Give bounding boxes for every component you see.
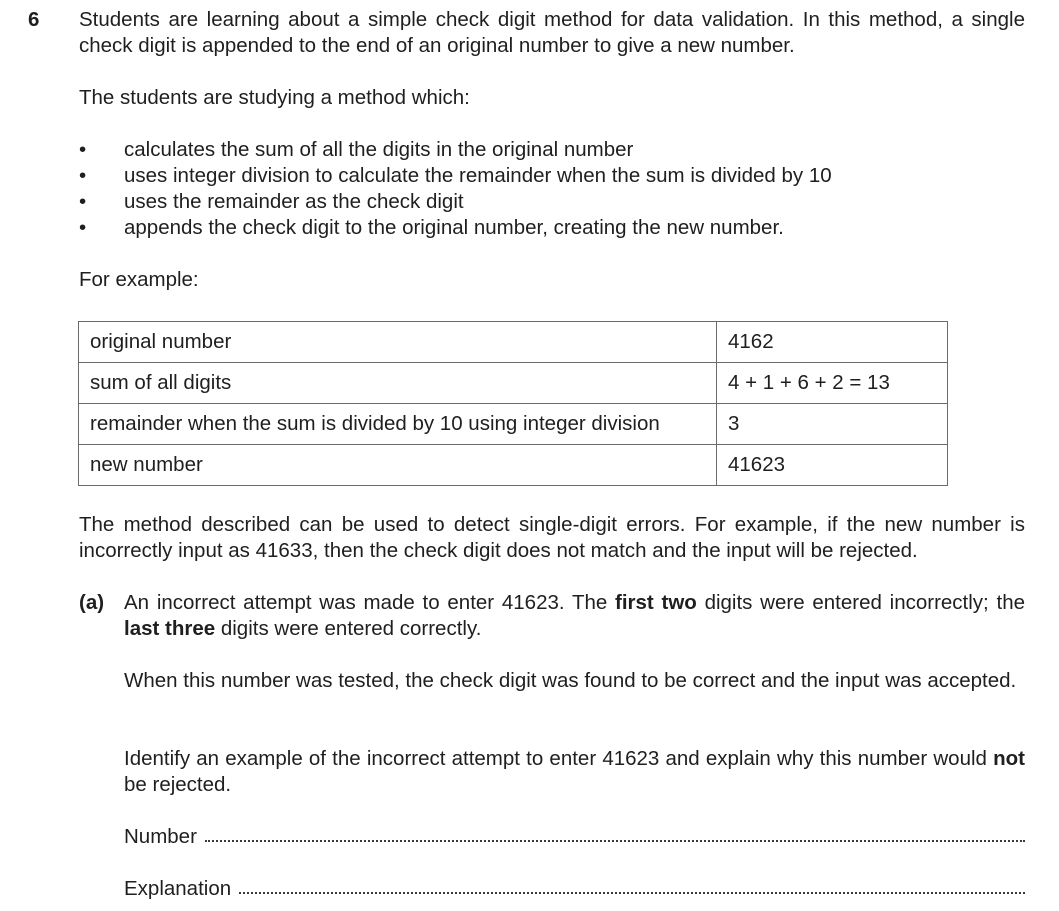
table-row [79, 322, 948, 363]
question-intro: Students are learning about a simple check digit method for data validation. In this method, a single check digit is appended to the end of an original number to give a new number. [79, 8, 1025, 57]
question-number: 6 [28, 8, 40, 31]
row-value: 41623 [717, 445, 948, 486]
list-item: • appends the check digit to the original number, creating the new number. [79, 216, 784, 239]
explanation-answer-row [124, 876, 1025, 902]
list-item: • uses integer division to calculate the remainder when the sum is divided by 10 [79, 164, 832, 187]
part-a-text: An incorrect attempt was made to enter 41623. The first two digits were entered incorrectly; the last three digits were entered correctly. [124, 591, 1025, 640]
identify-instruction: Identify an example of the incorrect attempt to enter 41623 and explain why this number would not be rejected. [124, 747, 1025, 796]
table-row [79, 404, 948, 445]
row-label: sum of all digits [79, 363, 717, 404]
number-answer-row [124, 824, 1025, 850]
number-answer-field[interactable] [205, 826, 1025, 842]
row-label: remainder when the sum is divided by 10 using integer division [79, 404, 717, 445]
for-example-label: For example: [79, 268, 199, 291]
row-value: 4 + 1 + 6 + 2 = 13 [717, 363, 948, 404]
list-item: • uses the remainder as the check digit [79, 190, 464, 213]
part-a-label: (a) [79, 591, 105, 614]
row-value: 4162 [717, 322, 948, 363]
explanation-label: Explanation [124, 877, 232, 900]
bullet-icon: • [79, 138, 87, 161]
list-item: • calculates the sum of all the digits in the original number [79, 138, 634, 161]
row-label: new number [79, 445, 717, 486]
method-steps-list [79, 137, 1025, 241]
table-row [79, 445, 948, 486]
emphasis-first-two: first two [615, 591, 697, 614]
example-table [78, 321, 948, 486]
table-row [79, 363, 948, 404]
studying-text: The students are studying a method which: [79, 86, 470, 109]
bullet-icon: • [79, 216, 87, 239]
bullet-icon: • [79, 190, 87, 213]
emphasis-not: not [993, 747, 1025, 770]
row-label: original number [79, 322, 717, 363]
bullet-icon: • [79, 164, 87, 187]
tested-text: When this number was tested, the check digit was found to be correct and the input was accepted. [124, 669, 1017, 692]
explanation-answer-field[interactable] [239, 878, 1025, 894]
row-value: 3 [717, 404, 948, 445]
number-label: Number [124, 825, 197, 848]
emphasis-last-three: last three [124, 617, 216, 640]
method-description: The method described can be used to detect single-digit errors. For example, if the new number is incorrectly input as 41633, then the check digit does not match and the input will be rejected. [79, 513, 1025, 562]
